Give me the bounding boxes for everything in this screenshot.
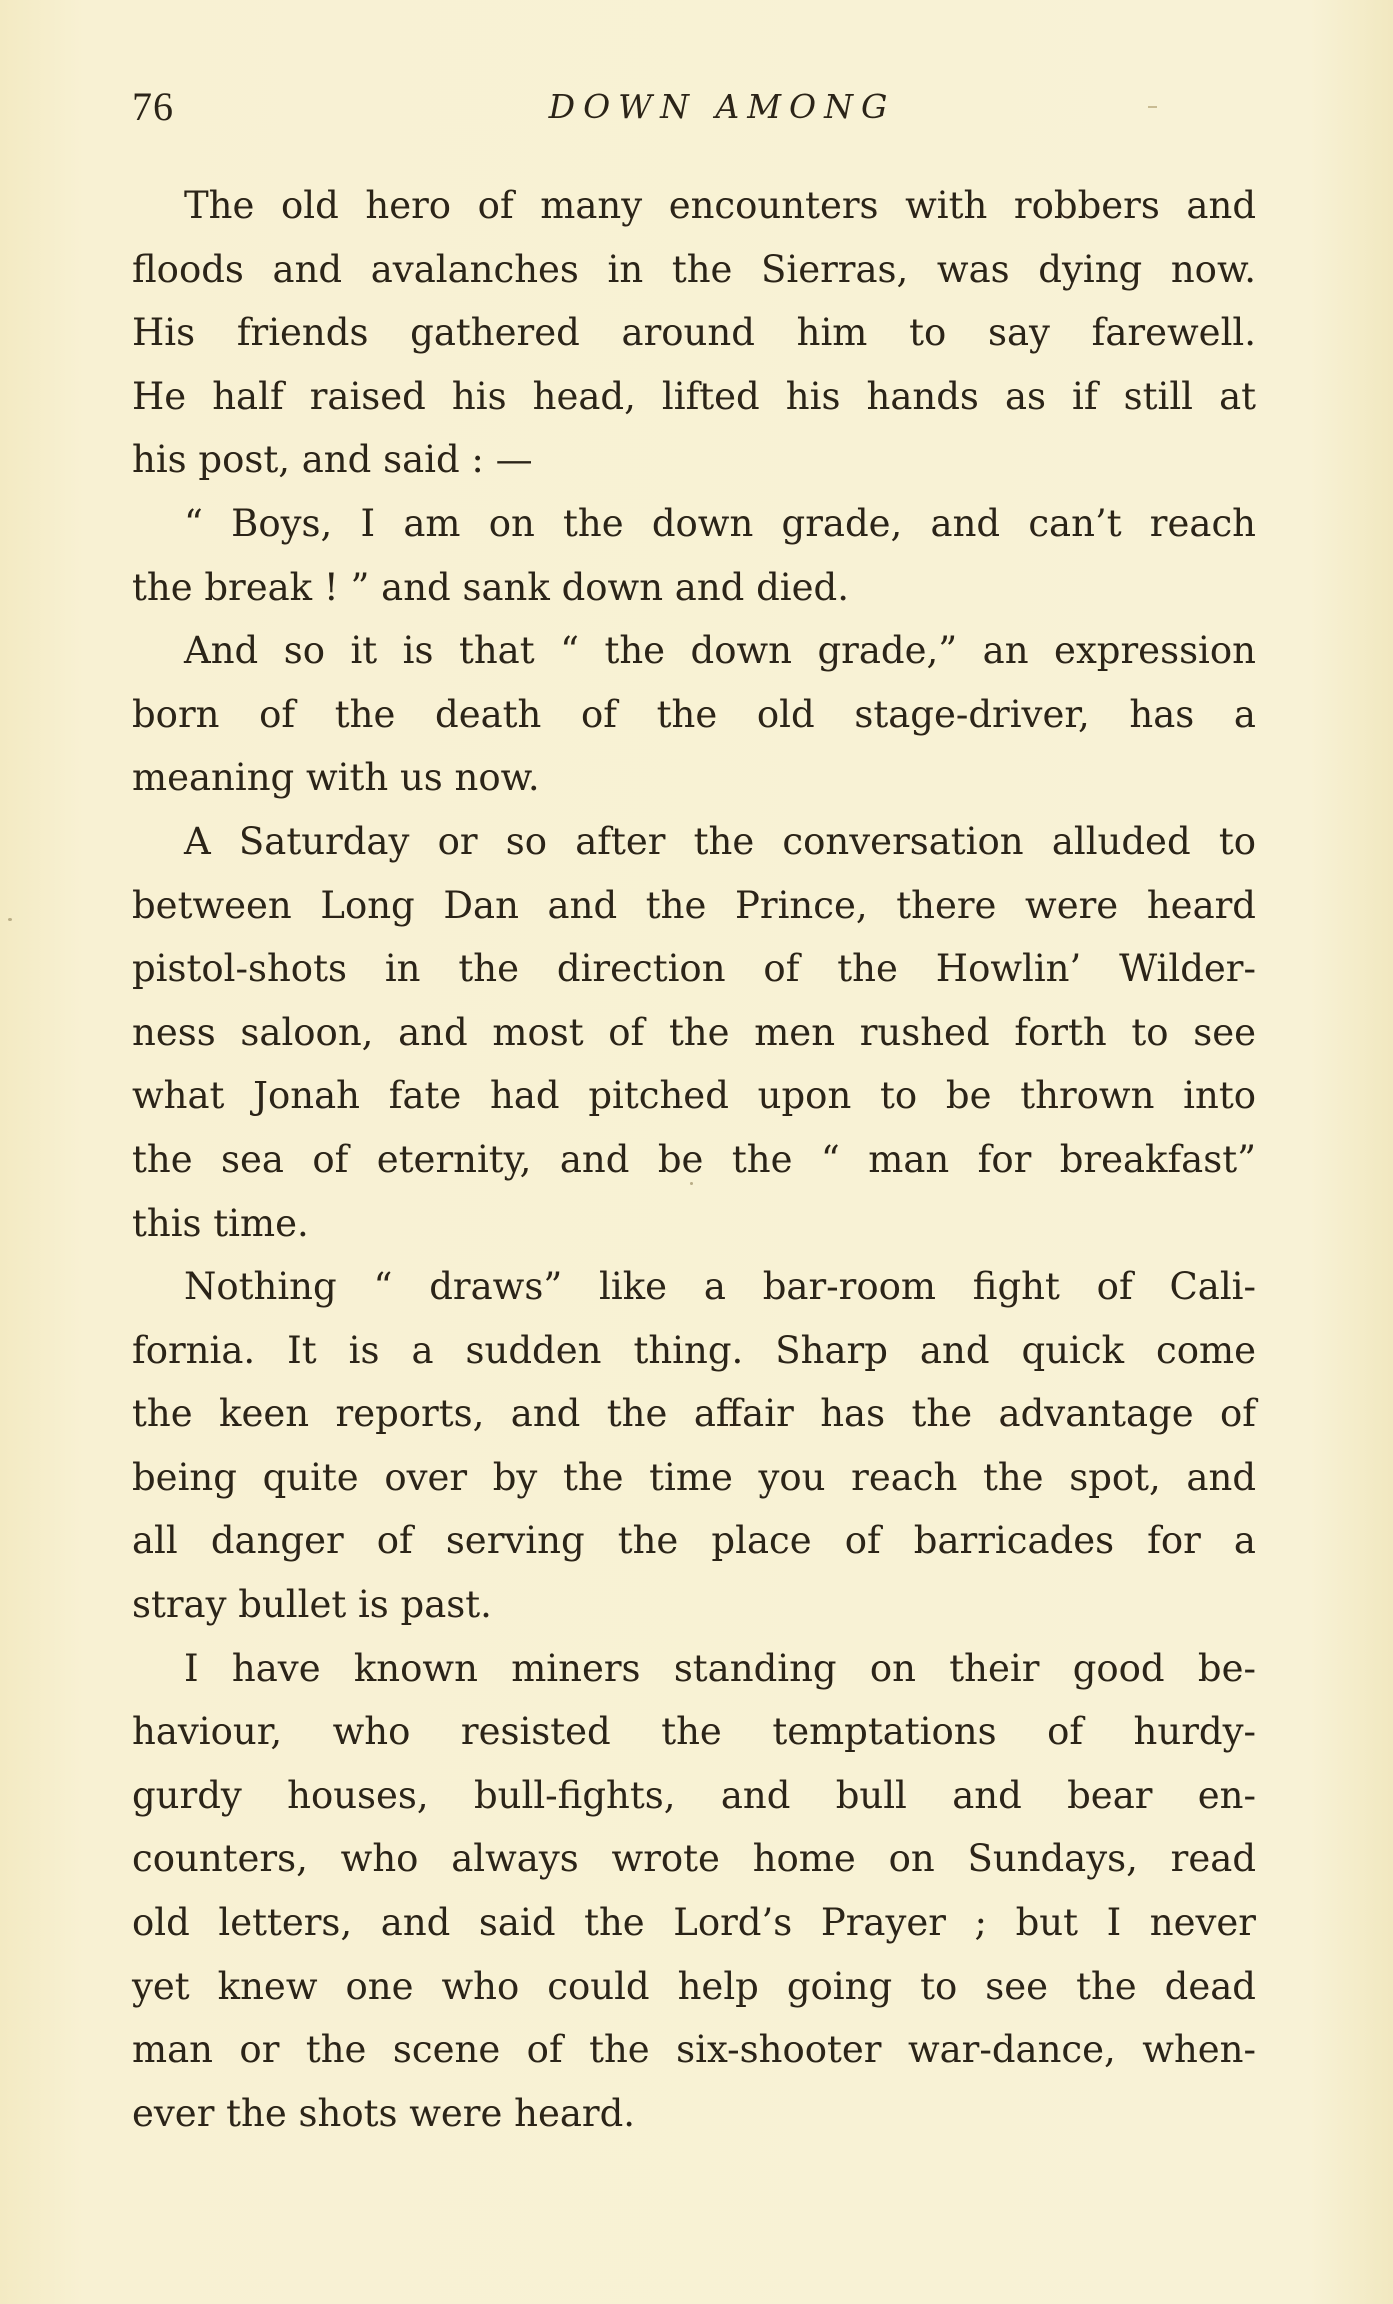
text-line: And so it is that “ the down grade,” an expression [184,629,1256,673]
text-line: the sea of eternity, and be the “ man for breakfast” [132,1137,1256,1181]
text-line: haviour, who resisted the temptations of hurdy- [132,1710,1256,1754]
text-line: his post, and said : — [132,438,533,482]
text-line: between Long Dan and the Prince, there were heard [132,883,1256,927]
print-mark [1148,106,1157,108]
text-line: floods and avalanches in the Sierras, was dying now. [132,247,1256,291]
text-line: born of the death of the old stage-driver, has a [132,692,1256,736]
text-line: The old hero of many encounters with robbers and [184,184,1256,227]
text-line: stray bullet is past. [132,1583,492,1627]
text-line: all danger of serving the place of barricades for a [132,1519,1256,1563]
text-line: Nothing “ draws” like a bar-room fight of Cali- [184,1265,1256,1309]
text-line: A Saturday or so after the conversation alluded to [184,819,1256,863]
text-line: gurdy houses, bull-fights, and bull and bear en- [132,1773,1256,1817]
running-title: DOWN AMONG [548,87,896,126]
paper-speck [690,1182,693,1185]
running-head [132,82,1262,132]
text-line: old letters, and said the Lord’s Prayer ; but I never [132,1901,1256,1945]
text-line: the keen reports, and the affair has the advantage of [132,1392,1256,1436]
text-line: counters, who always wrote home on Sundays, read [132,1837,1256,1881]
body-text [132,174,1256,2145]
text-line: He half raised his head, lifted his hands as if still at [132,374,1256,418]
text-line: the break ! ” and sank down and died. [132,565,849,609]
text-line: His friends gathered around him to say farewell. [132,311,1256,355]
text-line: ever the shots were heard. [132,2091,636,2135]
text-line: man or the scene of the six-shooter war-dance, when- [132,2028,1256,2072]
text-line: what Jonah fate had pitched upon to be thrown into [132,1074,1256,1118]
paper-speck [8,918,12,921]
page-number: 76 [132,84,174,129]
text-line: pistol-shots in the direction of the Howlin’ Wilder- [132,947,1256,991]
text-line: I have known miners standing on their good be- [184,1646,1256,1690]
text-line: yet knew one who could help going to see the dead [132,1964,1256,2008]
text-line: fornia. It is a sudden thing. Sharp and quick come [132,1328,1256,1372]
text-line: being quite over by the time you reach the spot, and [132,1455,1256,1499]
text-line: this time. [132,1201,309,1245]
text-line: ness saloon, and most of the men rushed forth to see [132,1010,1256,1054]
text-line: meaning with us now. [132,756,540,800]
text-line: “ Boys, I am on the down grade, and can’t reach [184,501,1256,545]
